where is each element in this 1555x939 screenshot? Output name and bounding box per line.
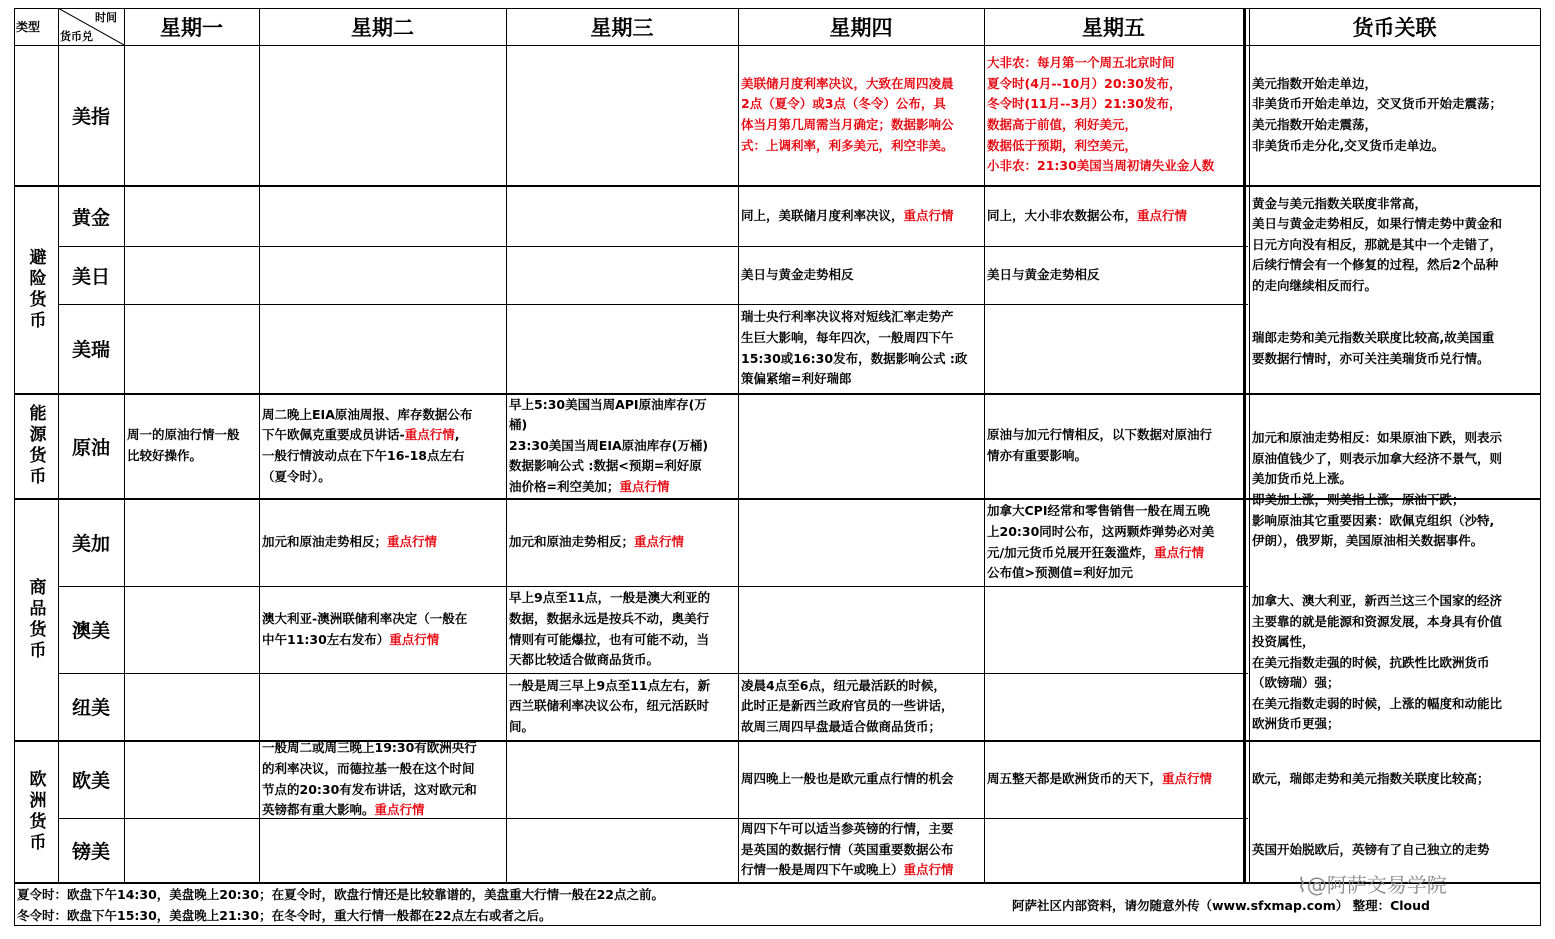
gbpusd-relation-cell: 英国开始脱欧后，英镑有了自己独立的走势 — [1252, 841, 1490, 857]
eurusd-thursday-cell: 周四晚上一般也是欧元重点行情的机会 — [741, 771, 954, 787]
watermark: ⌇@阿萨交易学院 — [1297, 873, 1447, 897]
pair-usdcad: 美加 — [71, 533, 110, 555]
usdcad-tuesday-cell: 加元和原油走势相反；重点行情 — [262, 534, 438, 550]
category-europe: 欧洲货币 — [25, 769, 46, 854]
usdcad-friday-cell: 加拿大CPI经常和零售销售一般在周五晚 上20:30同时公布，这两颗炸弹势必对美 元/加元货币兑展开狂轰滥炸，重点行情 公布值>预测值=利好加元 — [987, 503, 1215, 581]
gbpusd-thursday-cell: 周四下午可以适当参英镑的行情，主要 是英国的数据行情（英国重要数据公布 行情一般是周四下午或晚上）重点行情 — [741, 821, 954, 878]
pair-audusd: 澳美 — [71, 620, 110, 642]
commodity-relation-cell: 加拿大、澳大利亚，新西兰这三个国家的经济 主要靠的就是能源和资源发展，本身具有价值 投资属性， 在美元指数走强的时候，抗跌性比欧洲货币 （欧镑瑞）强； 在美元指数走弱的时候，上涨的幅度和动能比 欧洲货币更强； — [1252, 592, 1503, 732]
usdjpy-thursday-cell: 美日与黄金走势相反 — [741, 266, 854, 282]
pair-nzdusd: 纽美 — [71, 697, 110, 719]
audusd-wednesday-cell: 早上9点至11点，一般是澳大利亚的 数据，数据永远是按兵不动，奥美行 情则有可能爆拉，也有可能不动，当 天都比较适合做商品货币。 — [509, 590, 711, 668]
eurusd-relation-cell: 欧元，瑞郎走势和美元指数关联度比较高； — [1252, 771, 1490, 787]
tuesday-header: 星期二 — [351, 15, 414, 40]
usdchf-thursday-cell: 瑞士央行利率决议将对短线汇率走势产 生巨大影响，每年四次，一般周四下午 15:30或16:30发布，数据影响公式 :政 策偏紧缩=利好瑞郎 — [741, 309, 968, 387]
thursday-header: 星期四 — [829, 15, 893, 40]
safe-haven-relation-cell: 黄金与美元指数关联度非常高， 美日与黄金走势相反，如果行情走势中黄金和 日元方向没有相反，那就是其中一个走错了， 后续行情会有一个修复的过程，然后2个品种 的走向继续相反而行。 — [1252, 195, 1503, 293]
type-header: 类型 — [16, 20, 41, 34]
usdcad-wednesday-cell: 加元和原油走势相反；重点行情 — [509, 534, 685, 550]
relation-header: 货币关联 — [1352, 15, 1437, 40]
usdjpy-friday-cell: 美日与黄金走势相反 — [987, 266, 1100, 282]
pair-gbpusd: 镑美 — [71, 840, 110, 863]
oil-monday-cell: 周一的原油行情一般 比较好操作。 — [127, 427, 240, 463]
oil-wednesday-cell: 早上5:30美国当周API原油库存(万 桶) 23:30美国当周EIA原油库存(万桶) 数据影响公式 :数据<预期=利好原 油价格=利空美加；重点行情 — [509, 396, 709, 494]
footer-summer-time: 夏令时：欧盘下午14:30，美盘晚上20:30；在夏令时，欧盘行情还是比较靠谱的，美盘重大行情一般在22点之前。 — [17, 887, 664, 902]
pair-usdjpy: 美日 — [71, 265, 110, 288]
category-safe-haven: 避险货币 — [25, 247, 46, 332]
wednesday-header: 星期三 — [590, 15, 654, 40]
nzdusd-thursday-cell: 凌晨4点至6点，纽元最活跃的时候， 此时正是新西兰政府官员的一些讲话， 故周三周四早盘最适合做商品货币； — [741, 677, 954, 734]
category-energy: 能源货币 — [25, 404, 46, 488]
oil-tuesday-cell: 周二晚上EIA原油周报、库存数据公布 下午欧佩克重要成员讲话-重点行情, 一般行情波动点在下午16-18点左右 （夏令时）。 — [262, 406, 473, 484]
pair-header: 货币兑 — [60, 30, 93, 43]
footer-winter-time: 冬令时：欧盘下午15:30，美盘晚上21:30；在冬令时，重大行情一般都在22点左右或者之后。 — [17, 908, 552, 923]
pair-oil: 原油 — [71, 436, 110, 459]
monday-header: 星期一 — [160, 15, 223, 40]
eurusd-friday-cell: 周五整天都是欧洲货币的天下，重点行情 — [987, 771, 1213, 787]
oil-relation-cell: 加元和原油走势相反：如果原油下跌，则表示 原油值钱少了，则表示加拿大经济不景气，则 美加货币兑上涨。 即美加上涨，则美指上涨，原油下跌； 影响原油其它重要因素：欧佩克组织（沙特, 伊朗），俄罗斯，美国原油相关数据事件。 — [1252, 430, 1503, 549]
pair-usdchf: 美瑞 — [71, 339, 110, 361]
friday-header: 星期五 — [1082, 15, 1145, 40]
usdx-thursday-cell: 美联储月度利率决议，大致在周四凌晨 2点（夏令）或3点（冬令）公布，具 体当月第几周需当月确定；数据影响公 式：上调利率，利多美元，利空非美。 — [741, 75, 954, 153]
pair-gold: 黄金 — [71, 206, 110, 229]
usdx-relation-cell: 美元指数开始走单边， 非美货币开始走单边，交叉货币开始走震荡； 美元指数开始走震荡， 非美货币走分化,交叉货币走单边。 — [1252, 75, 1503, 153]
pair-usdx: 美指 — [71, 105, 110, 128]
gold-thursday-cell: 同上，美联储月度利率决议，重点行情 — [741, 207, 954, 223]
nzdusd-wednesday-cell: 一般是周三早上9点至11点左右，新 西兰联储利率决议公布，纽元活跃时 间。 — [509, 677, 711, 734]
eurusd-tuesday-cell: 一般周二或周三晚上19:30有欧洲央行 的利率决议，而德拉基一般在这个时间 节点的20:30有发布讲话，这对欧元和 英镑都有重大影响。重点行情 — [262, 741, 477, 818]
oil-friday-cell: 原油与加元行情相反，以下数据对原油行 情亦有重要影响。 — [987, 427, 1213, 463]
usdchf-relation-cell: 瑞郎走势和美元指数关联度比较高,故美国重 要数据行情时，亦可关注美瑞货币兑行情。 — [1252, 329, 1495, 366]
time-header: 时间 — [95, 11, 117, 24]
footer-notice: 阿萨社区内部资料，请勿随意外传（www.sfxmap.com） 整理：Cloud — [1012, 898, 1430, 913]
usdx-friday-cell: 大非农：每月第一个周五北京时间 夏令时(4月--10月）20:30发布， 冬令时(11月--3月）21:30发布， 数据高于前值，利好美元， 数据低于预期，利空美元， 小非农：21:30美国当周初请失业金人数 — [987, 55, 1215, 174]
watermark-logo-icon: ⌇ — [1297, 873, 1307, 897]
audusd-tuesday-cell: 澳大利亚-澳洲联储利率决定（一般在 中午11:30左右发布）重点行情 — [262, 610, 468, 647]
pair-eurusd: 欧美 — [71, 770, 110, 792]
gold-friday-cell: 同上，大小非农数据公布，重点行情 — [987, 207, 1188, 223]
category-commodity: 商品货币 — [25, 577, 46, 662]
